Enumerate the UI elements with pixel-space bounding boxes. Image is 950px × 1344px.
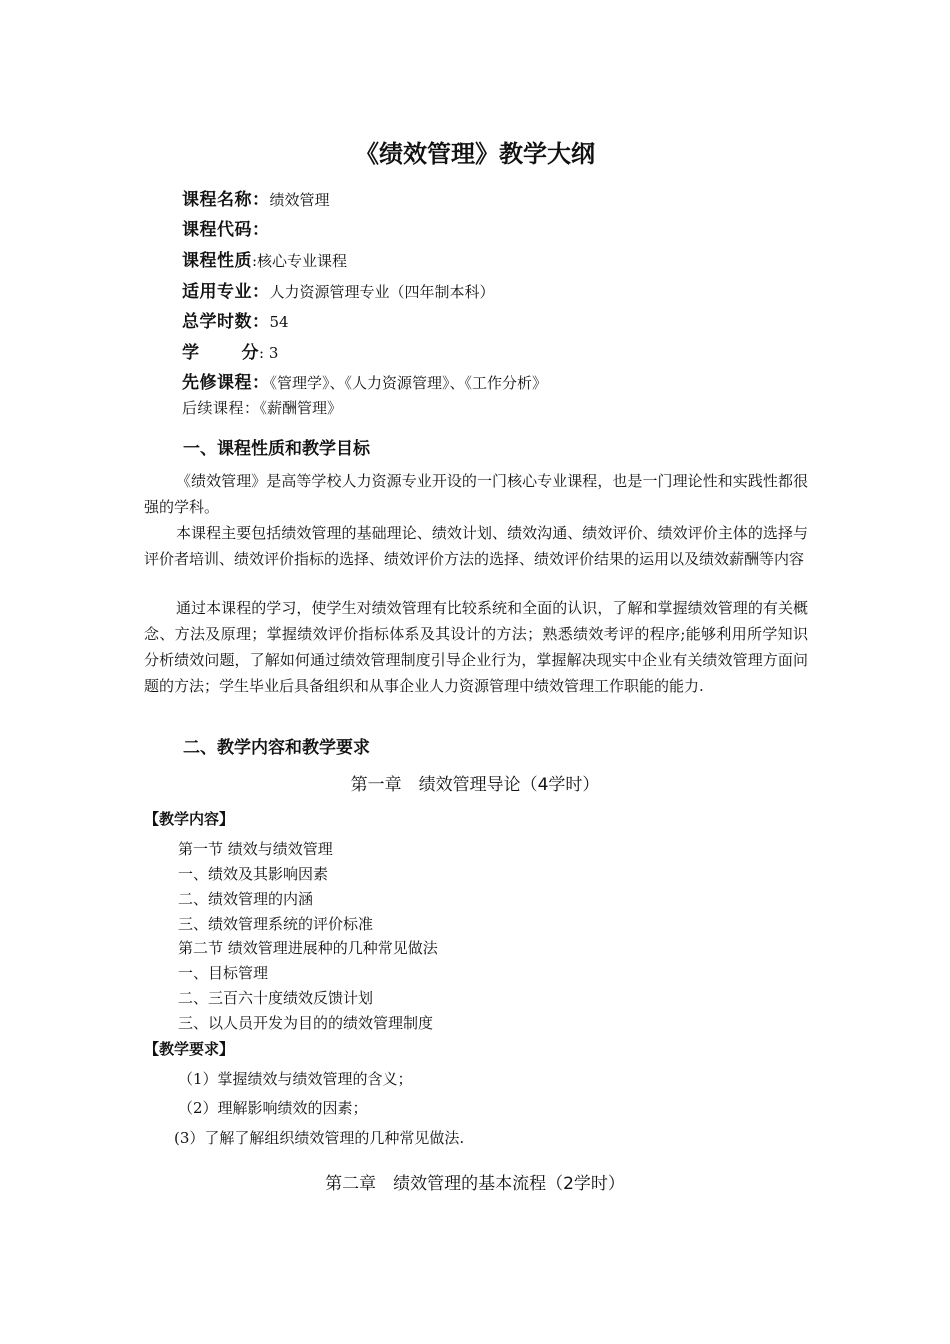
teaching-requirements-label: 【教学要求】	[144, 1040, 235, 1058]
meta-label-b: 分	[241, 343, 259, 363]
content-item: 二、三百六十度绩效反馈计划	[178, 989, 374, 1007]
content-item: 三、绩效管理系统的评价标准	[178, 915, 374, 933]
section-heading-1: 一、课程性质和教学目标	[183, 439, 370, 459]
meta-label: 后续课程：	[182, 399, 260, 417]
meta-label-a: 学	[182, 343, 200, 363]
content-item: 三、以人员开发为目的的绩效管理制度	[178, 1014, 434, 1032]
meta-course-nature	[182, 247, 347, 275]
meta-credits	[182, 339, 278, 367]
meta-label: 适用专业：	[182, 282, 270, 302]
teaching-content-label: 【教学内容】	[144, 810, 235, 828]
meta-follow-up	[182, 394, 342, 422]
meta-major	[182, 278, 495, 306]
meta-prerequisites	[182, 369, 547, 397]
meta-value: 人力资源管理专业（四年制本科）	[269, 283, 495, 301]
meta-value: 《薪酬管理》	[259, 399, 343, 417]
content-item: 第二节 绩效管理进展种的几种常见做法	[178, 939, 438, 957]
meta-total-hours	[182, 308, 289, 336]
meta-label: 先修课程：	[182, 373, 270, 393]
meta-course-name	[182, 186, 330, 214]
meta-value: : 3	[259, 344, 279, 362]
content-item: 一、绩效及其影响因素	[178, 865, 329, 883]
paragraph-2: 本课程主要包括绩效管理的基础理论、绩效计划、绩效沟通、绩效评价、绩效评价主体的选择与评价者培训、绩效评价指标的选择、绩效评价方法的选择、绩效评价结果的运用以及绩效薪酬等内容	[144, 524, 808, 568]
content-item: 第一节 绩效与绩效管理	[178, 840, 333, 858]
paragraph-1: 《绩效管理》是高等学校人力资源专业开设的一门核心专业课程，也是一门理论性和实践性都很强的学科。	[144, 472, 808, 516]
meta-label: 课程性质	[182, 251, 252, 271]
document-title: 《绩效管理》教学大纲	[355, 140, 595, 168]
meta-value: :核心专业课程	[252, 252, 348, 270]
meta-value: 绩效管理	[269, 191, 330, 209]
content-item: 一、目标管理	[178, 964, 269, 982]
paragraph-3: 通过本课程的学习，使学生对绩效管理有比较系统和全面的认识，了解和掌握绩效管理的有关概念、方法及原理；掌握绩效评价指标体系及其设计的方法；熟悉绩效考评的程序;能够利用所学知识分析绩效问题，了解如何通过绩效管理制度引导企业行为，掌握解决现实中企业有关绩效管理方面问题的方法；学生毕业后具备组织和从事企业人力资源管理中绩效管理工作职能的能力.	[144, 599, 808, 695]
content-item: 二、绩效管理的内涵	[178, 890, 314, 908]
meta-value: 《管理学》、《人力资源管理》、《工作分析》	[269, 374, 548, 392]
section-heading-2: 二、教学内容和教学要求	[183, 738, 370, 758]
chapter-2-title: 第二章 绩效管理的基本流程（2学时）	[325, 1174, 625, 1194]
meta-value: 54	[269, 313, 289, 331]
chapter-1-title: 第一章 绩效管理导论（4学时）	[350, 775, 600, 795]
meta-label: 课程名称：	[182, 190, 270, 210]
meta-course-code	[182, 216, 270, 244]
meta-label: 总学时数：	[182, 312, 270, 332]
requirement-item: （1）掌握绩效与绩效管理的含义；	[178, 1070, 413, 1088]
requirement-item: （2）理解影响绩效的因素；	[178, 1099, 368, 1117]
meta-label: 课程代码：	[182, 220, 270, 240]
requirement-item: (3）了解了解组织绩效管理的几种常见做法.	[174, 1129, 465, 1147]
